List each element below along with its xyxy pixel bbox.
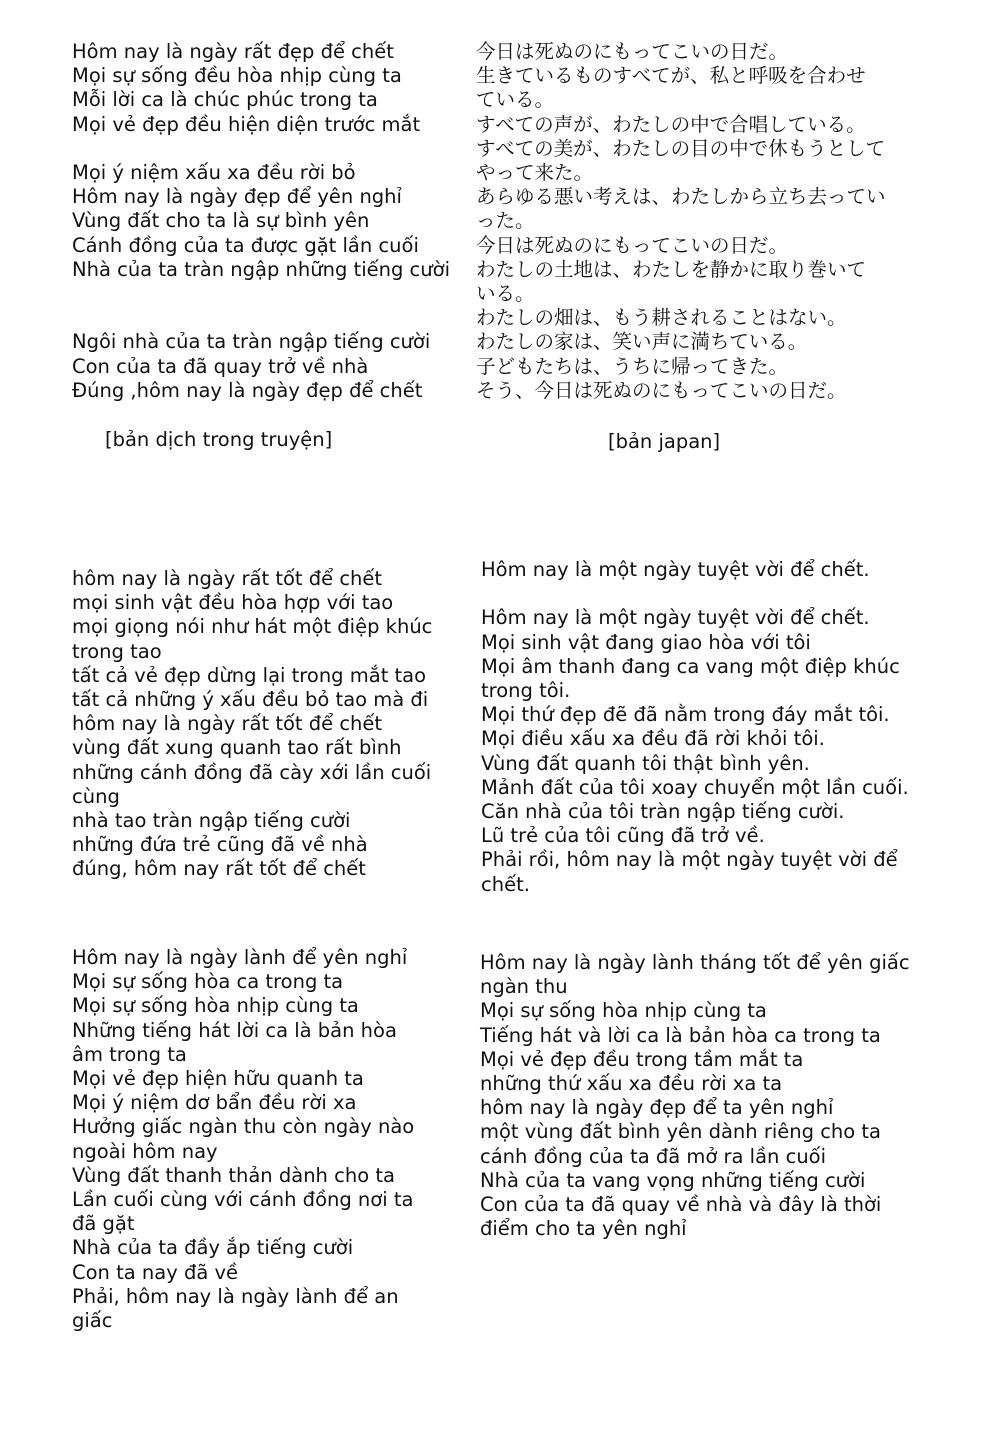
poem-line: mọi giọng nói như hát một điệp khúc [72, 615, 433, 639]
poem-line: ngàn thu [480, 975, 568, 999]
poem-line: tất cả những ý xấu đều bỏ tao mà đi [72, 688, 429, 712]
poem-line: cánh đồng của ta đã mở ra lần cuối [480, 1144, 827, 1168]
poem-line: Mọi ý niệm dơ bẩn đều rời xa [72, 1091, 357, 1115]
poem-line: ngoài hôm nay [72, 1139, 218, 1163]
poem-block-japanese [476, 40, 896, 403]
poem-line: 今日は死ぬのにもってこいの日だ。 [476, 233, 789, 257]
poem-line: 子どもたちは、うちに帰ってきた。 [476, 354, 789, 378]
poem-block-translation-3 [72, 567, 452, 882]
poem-line: mọi sinh vật đều hòa hợp với tao [72, 591, 394, 615]
poem-line: わたしの家は、笑い声に満ちている。 [476, 330, 808, 354]
poem-line: Con của ta đã quay về nhà và đây là thời [480, 1193, 882, 1217]
poem-block-translation-6 [480, 951, 910, 1241]
poem-line: Mọi sự sống hòa ca trong ta [72, 970, 344, 994]
poem-line: いる。 [476, 282, 535, 306]
poem-line: Phải, hôm nay là ngày lành để an [72, 1284, 399, 1308]
poem-line: Mọi sự sống hòa nhịp cùng ta [72, 994, 359, 1018]
poem-line: Mọi sự sống hòa nhịp cùng ta [480, 999, 767, 1023]
poem-line: cùng [72, 784, 120, 808]
poem-line: Mọi vẻ đẹp đều hiện diện trước mắt [72, 112, 421, 136]
poem-line: わたしの土地は、わたしを静かに取り巻いて [476, 257, 867, 281]
poem-line: 今日は死ぬのにもってこいの日だ。 [476, 40, 789, 63]
poem-line: Vùng đất quanh tôi thật bình yên. [481, 751, 810, 775]
poem-line: 生きているものすべてが、私と呼吸を合わせ [476, 64, 866, 88]
poem-block-translation-4 [481, 558, 911, 897]
caption-japan: [bản japan] [608, 430, 721, 453]
poem-line: trong tôi. [481, 679, 571, 702]
poem-line: nhà tao tràn ngập tiếng cười [72, 809, 351, 833]
poem-line: そう、今日は死ぬのにもってこいの日だ。 [476, 378, 847, 402]
poem-line: ている。 [476, 88, 555, 112]
poem-line: Con ta nay đã về [72, 1260, 239, 1284]
poem-line: Nhà của ta tràn ngập những tiếng cười [72, 257, 450, 281]
poem-line: điểm cho ta yên nghỉ [480, 1217, 687, 1241]
poem-line [72, 306, 462, 330]
poem-line: Mọi điều xấu xa đều đã rời khỏi tôi. [481, 727, 825, 751]
poem-line: Hôm nay là ngày lành tháng tốt để yên giấc [480, 951, 910, 974]
poem-line: chết. [481, 872, 530, 896]
poem-line: Mọi âm thanh đang ca vang một điệp khúc [481, 654, 900, 678]
poem-line: trong tao [72, 639, 162, 663]
poem-line [481, 582, 911, 606]
poem-line: Hôm nay là ngày đẹp để yên nghỉ [72, 185, 402, 209]
poem-line: Mọi vẻ đẹp hiện hữu quanh ta [72, 1067, 364, 1091]
poem-line: Mọi vẻ đẹp đều trong tầm mắt ta [480, 1047, 804, 1071]
poem-line: Mọi sinh vật đang giao hòa với tôi [481, 630, 811, 654]
poem-line: giấc [72, 1309, 113, 1333]
poem-line: đúng, hôm nay rất tốt để chết [72, 857, 366, 881]
poem-line: tất cả vẻ đẹp dừng lại trong mắt tao [72, 663, 427, 687]
poem-line: すべての声が、わたしの中で合唱している。 [476, 112, 866, 136]
poem-line: Hôm nay là ngày rất đẹp để chết [72, 40, 394, 63]
poem-line: Phải rồi, hôm nay là một ngày tuyệt vời để [481, 848, 898, 872]
poem-line: Mảnh đất của tôi xoay chuyển một lần cuối. [481, 775, 909, 799]
poem-line: hôm nay là ngày đẹp để ta yên nghỉ [480, 1096, 834, 1120]
poem-line: Hôm nay là một ngày tuyệt vời để chết. [481, 558, 870, 581]
poem-line: vùng đất xung quanh tao rất bình [72, 736, 402, 760]
poem-line [72, 282, 462, 306]
caption-story-translation: [bản dịch trong truyện] [105, 428, 333, 451]
poem-line: một vùng đất bình yên dành riêng cho ta [480, 1120, 881, 1144]
poem-line: Những tiếng hát lời ca là bản hòa [72, 1018, 397, 1042]
poem-line: Con của ta đã quay trở về nhà [72, 354, 369, 378]
poem-line: hôm nay là ngày rất tốt để chết [72, 567, 383, 590]
poem-line: những đứa trẻ cũng đã về nhà [72, 833, 368, 857]
poem-line: Nhà của ta vang vọng những tiếng cười [480, 1168, 866, 1192]
poem-line: すべての美が、わたしの目の中で休もうとして [476, 136, 886, 160]
poem-line: những thứ xấu xa đều rời xa ta [480, 1072, 783, 1096]
poem-line: Lũ trẻ của tôi cũng đã trở về. [481, 824, 765, 848]
poem-line: những cánh đồng đã cày xới lần cuối [72, 760, 432, 784]
poem-line: Cánh đồng của ta được gặt lần cuối [72, 233, 419, 257]
poem-line: Đúng ,hôm nay là ngày đẹp để chết [72, 378, 423, 402]
poem-line: Nhà của ta đầy ắp tiếng cười [72, 1236, 354, 1260]
poem-line: Căn nhà của tôi tràn ngập tiếng cười. [481, 800, 845, 824]
poem-line: Lần cuối cùng với cánh đồng nơi ta [72, 1188, 414, 1212]
poem-line: đã gặt [72, 1212, 135, 1236]
poem-line: Ngôi nhà của ta tràn ngập tiếng cười [72, 330, 431, 354]
poem-line [72, 137, 462, 161]
poem-line: わたしの畑は、もう耕されることはない。 [476, 306, 847, 330]
poem-line: Hôm nay là một ngày tuyệt vời để chết. [481, 606, 870, 630]
poem-line: Vùng đất thanh thản dành cho ta [72, 1163, 395, 1187]
poem-line: Tiếng hát và lời ca là bản hòa ca trong ta [480, 1023, 881, 1047]
poem-line: Mọi thứ đẹp đẽ đã nằm trong đáy mắt tôi. [481, 703, 890, 727]
poem-line: Vùng đất cho ta là sự bình yên [72, 209, 370, 233]
poem-line: âm trong ta [72, 1042, 187, 1066]
poem-line: Mỗi lời ca là chúc phúc trong ta [72, 88, 378, 112]
poem-line: Hôm nay là ngày lành để yên nghỉ [72, 946, 408, 969]
poem-line: った。 [476, 209, 535, 233]
poem-line: Mọi sự sống đều hòa nhịp cùng ta [72, 64, 402, 88]
poem-block-story-translation [72, 40, 462, 403]
poem-line: Hưởng giấc ngàn thu còn ngày nào [72, 1115, 415, 1139]
poem-line: やって来た。 [476, 161, 594, 185]
poem-line: あらゆる悪い考えは、わたしから立ち去ってい [476, 185, 886, 209]
poem-line: hôm nay là ngày rất tốt để chết [72, 712, 383, 736]
poem-block-translation-5 [72, 946, 432, 1333]
poem-line: Mọi ý niệm xấu xa đều rời bỏ [72, 161, 356, 184]
